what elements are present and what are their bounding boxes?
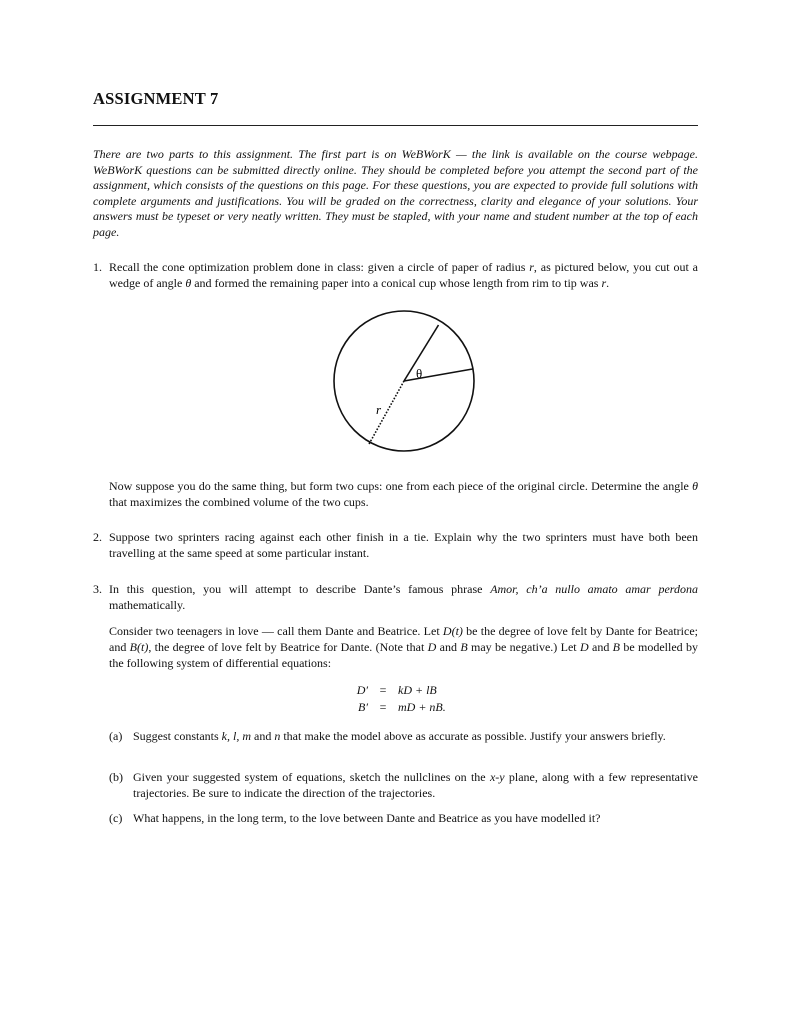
subpart-c	[109, 810, 698, 826]
subpart-label: (c)	[109, 811, 123, 825]
question-body	[109, 529, 698, 561]
question-1	[93, 259, 698, 291]
circle-wedge-diagram	[328, 310, 478, 452]
question-text: Suppose two sprinters racing against each other finish in a tie. Explain why the two sprinters must have both been travelling at the same speed at some particular instant.	[109, 530, 698, 560]
question-text: In this question, you will attempt to describe Dante’s famous phrase Amor, ch’a nullo amato amar perdona mathematically.	[109, 582, 698, 612]
equation-row: B′ = mD + nB.	[358, 700, 446, 714]
question-paragraph: Consider two teenagers in love — call them Dante and Beatrice. Let D(t) be the degree of love felt by Dante for Beatrice; and B(t), the degree of love felt by Beatrice for Dante. (Note that D and B may be negative.) Let D and B be modelled by the following system of differential equations:	[109, 624, 699, 670]
subpart-label: (a)	[109, 729, 123, 743]
question-text: Recall the cone optimization problem done in class: given a circle of paper of radius r, as pictured below, you cut out a wedge of angle θ and formed the remaining paper into a conical cup whose length from rim to tip was r.	[109, 260, 698, 290]
title-rule	[93, 125, 698, 126]
radius-label: r	[376, 402, 382, 417]
question-number: 3.	[93, 582, 102, 596]
subpart-text: What happens, in the long term, to the love between Dante and Beatrice as you have modelled it?	[133, 811, 601, 825]
question-1-followup	[93, 478, 698, 510]
subpart-text: Given your suggested system of equations, sketch the nullclines on the x-y plane, along with a few representative trajectories. Be sure to indicate the direction of the trajectories.	[133, 770, 698, 800]
question-body	[109, 581, 698, 671]
question-text: Now suppose you do the same thing, but form two cups: one from each piece of the original circle. Determine the angle θ that maximizes the combined volume of the two cups.	[109, 479, 698, 509]
subpart-label: (b)	[109, 770, 123, 784]
subpart-a	[109, 728, 698, 744]
question-number: 2.	[93, 530, 102, 544]
page-title: ASSIGNMENT 7	[93, 89, 219, 108]
intro-paragraph: There are two parts to this assignment. The first part is on WeBWorK — the link is available on the course webpage. WeBWorK questions can be submitted directly online. They should be completed before you attempt the second part of the assignment, which consists of the questions on this page. For these questions, you are expected to provide full solutions with complete arguments and justifications. You will be graded on the correctness, clarity and elegance of your solutions. Your answers must be typeset or very neatly written. They must be stapled, with your name and student number at the top of each page.	[93, 147, 698, 239]
theta-label: θ	[416, 366, 423, 381]
equation-row: D′ = kD + lB	[356, 683, 437, 697]
question-2	[93, 529, 698, 561]
question-3	[93, 581, 698, 671]
subpart-b	[109, 769, 698, 801]
question-body	[109, 259, 698, 291]
question-body	[109, 478, 698, 510]
radius-dotted-line	[369, 381, 405, 445]
question-number: 1.	[93, 260, 102, 274]
subpart-text: Suggest constants k, l, m and n that make the model above as accurate as possible. Justify your answers briefly.	[133, 729, 666, 743]
wedge-edge-lower	[404, 369, 473, 381]
